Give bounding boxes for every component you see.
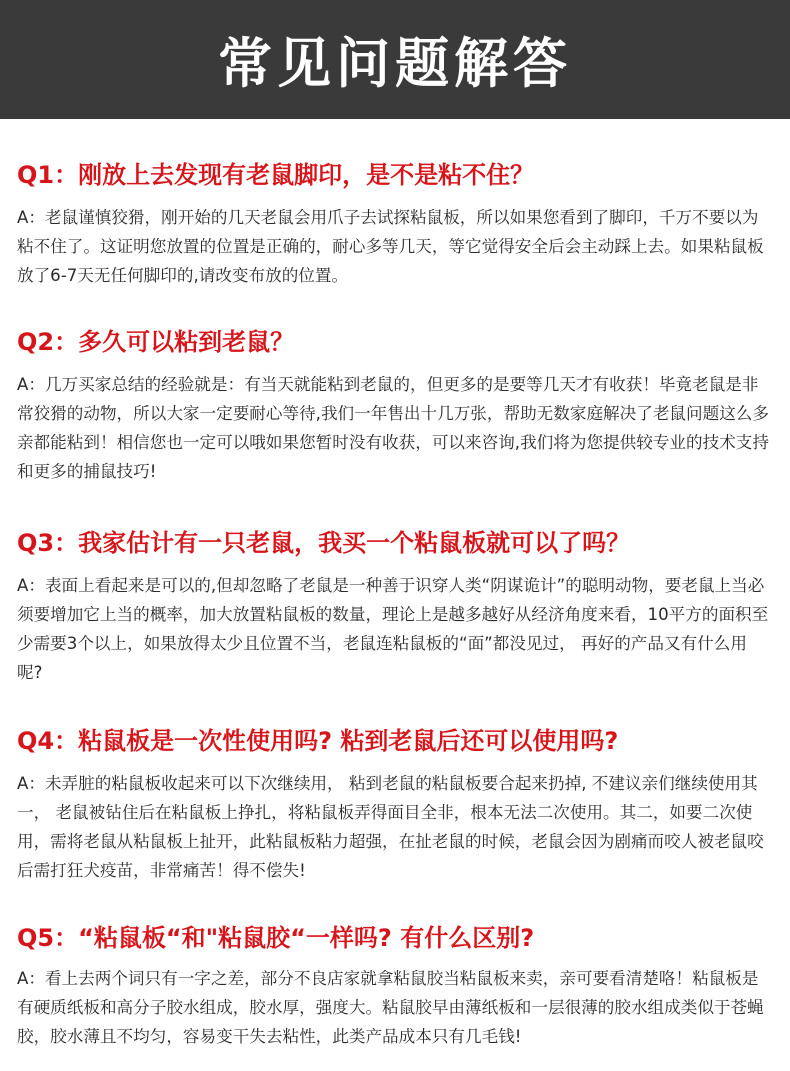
faq-item-4 xyxy=(17,687,772,885)
page-title: 常见问题解答 xyxy=(218,32,572,95)
faq-answer-3: A：表面上看起来是可以的,但却忽略了老鼠是一种善于识穿人类“阴谋诡计”的聪明动物，要老鼠上当必须要增加它上当的概率，加大放置粘鼠板的数量，理论上是越多越好从经济角度来看，10平方的面积至少需要3个以上，如果放得太少且位置不当，老鼠连粘鼠板的“面”都没见过， 再好的产品又有什么用呢? xyxy=(17,576,769,682)
faq-item-5 xyxy=(17,885,772,1051)
faq-question-4: Q4：粘鼠板是一次性使用吗? 粘到老鼠后还可以使用吗? xyxy=(17,727,619,755)
faq-question-2: Q2：多久可以粘到老鼠？ xyxy=(17,328,295,356)
faq-list xyxy=(0,119,790,1051)
faq-question-3: Q3：我家估计有一只老鼠，我买一个粘鼠板就可以了吗？ xyxy=(17,529,631,557)
faq-item-3 xyxy=(17,486,772,687)
page-header xyxy=(0,0,790,119)
faq-question-1: Q1：刚放上去发现有老鼠脚印，是不是粘不住？ xyxy=(17,161,535,189)
faq-answer-4: A：未弄脏的粘鼠板收起来可以下次继续用， 粘到老鼠的粘鼠板要合起来扔掉, 不建议亲们继续使用其一， 老鼠被钻住后在粘鼠板上挣扎，将粘鼠板弄得面目全非，根本无法二次使用。其二，如要二次使用，需将老鼠从粘鼠板上扯开，此粘鼠板粘力超强，在扯老鼠的时候，老鼠会因为剧痛而咬人被老鼠咬后需打狂犬疫苗，非常痛苦！得不偿失! xyxy=(17,774,764,880)
faq-question-5: Q5：“粘鼠板“和"粘鼠胶“一样吗? 有什么区别? xyxy=(17,924,535,952)
faq-item-2 xyxy=(17,290,772,486)
faq-answer-1: A：老鼠谨慎狡猾，刚开始的几天老鼠会用爪子去试探粘鼠板，所以如果您看到了脚印，千万不要以为粘不住了。这证明您放置的位置是正确的，耐心多等几天，等它觉得安全后会主动踩上去。如果粘鼠板放了6-7天无任何脚印的,请改变布放的位置。 xyxy=(17,208,764,285)
faq-answer-2: A：几万买家总结的经验就是：有当天就能粘到老鼠的，但更多的是要等几天才有收获！毕竟老鼠是非常狡猾的动物，所以大家一定要耐心等待,我们一年售出十几万张，帮助无数家庭解决了老鼠问题这么多亲都能粘到！相信您也一定可以哦如果您暂时没有收获，可以来咨询,我们将为您提供较专业的技术支持和更多的捕鼠技巧! xyxy=(17,375,769,481)
faq-answer-5: A：看上去两个词只有一字之差，部分不良店家就拿粘鼠胶当粘鼠板来卖，亲可要看清楚咯！粘鼠板是有硬质纸板和高分子胶水组成，胶水厚，强度大。粘鼠胶早由薄纸板和一层很薄的胶水组成类似于苍蝇胶，胶水薄且不均匀，容易变干失去粘性，此类产品成本只有几毛钱! xyxy=(17,969,764,1046)
faq-item-1 xyxy=(17,119,772,290)
